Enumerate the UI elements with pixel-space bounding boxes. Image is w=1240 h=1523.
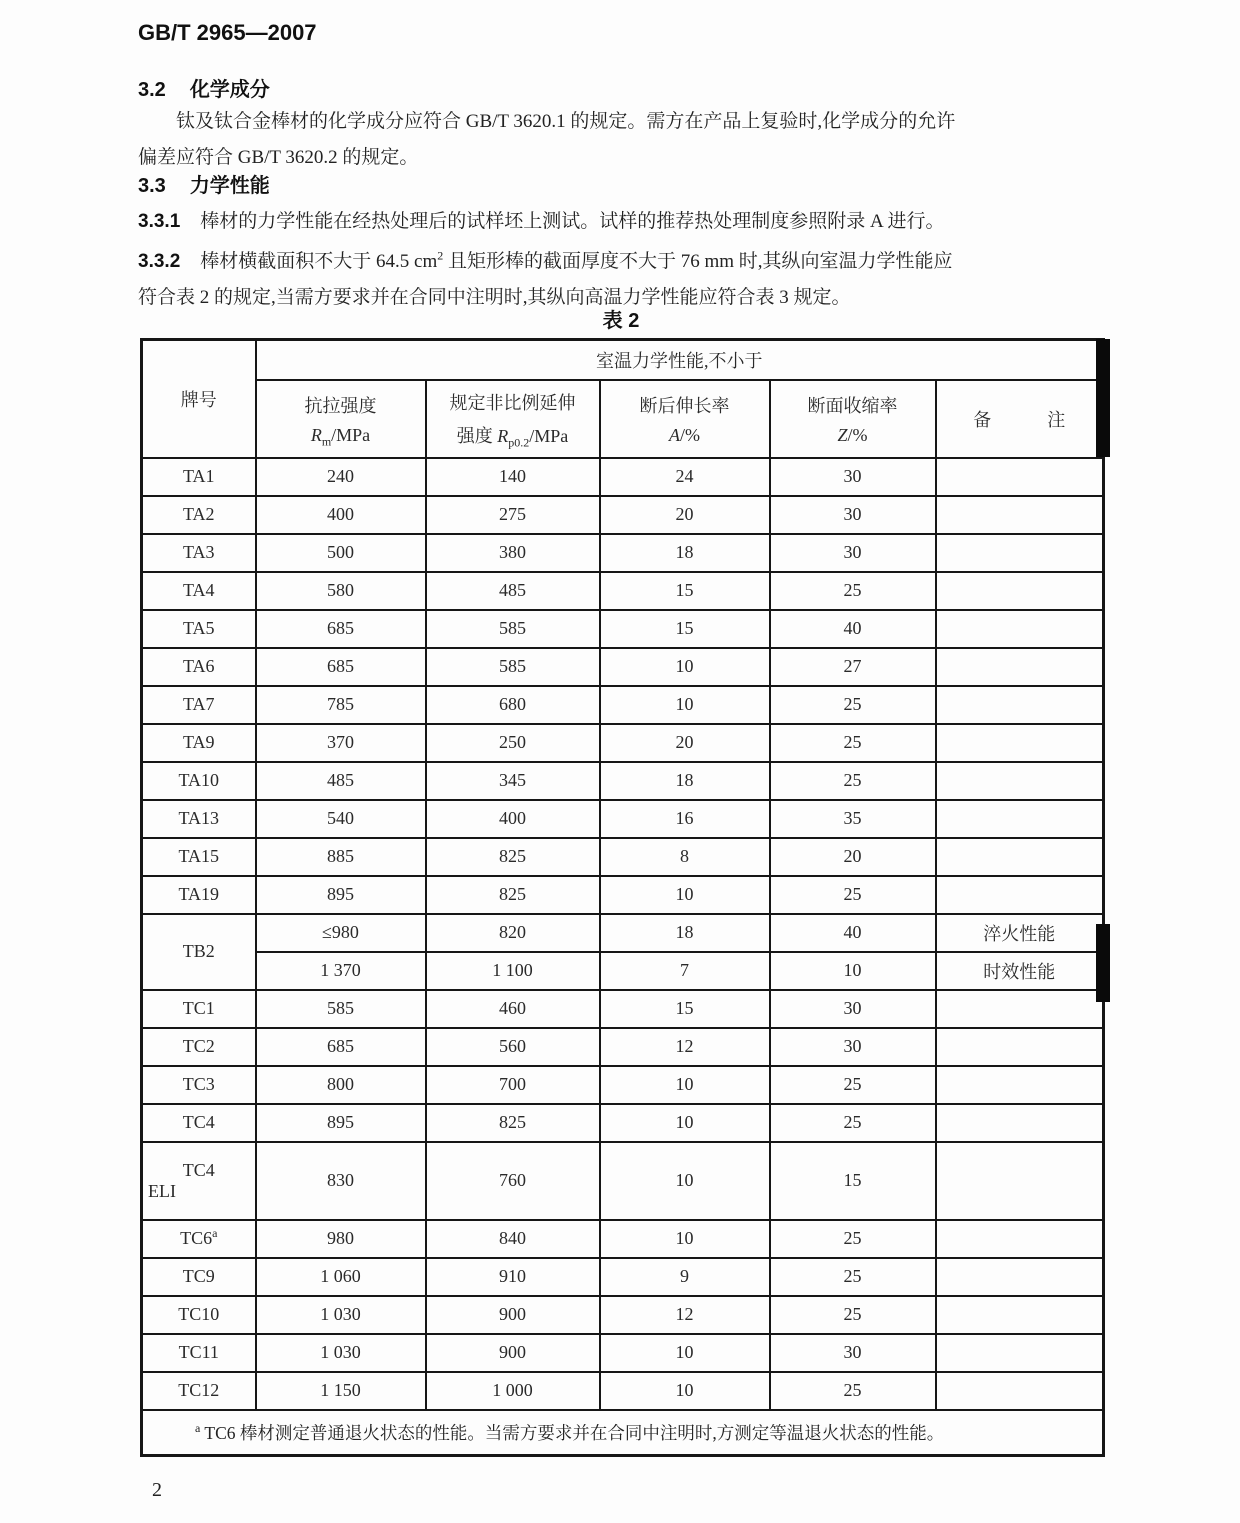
table-cell-value: 12 (600, 1028, 770, 1066)
table-cell-remark (936, 686, 1104, 724)
page-number: 2 (152, 1479, 162, 1501)
table-cell-value: 700 (426, 1066, 600, 1104)
table-cell-value: 380 (426, 534, 600, 572)
table-cell-grade: TC12 (142, 1372, 256, 1410)
table-col-header-elongation: 断后伸长率 A/% (600, 380, 770, 458)
table-footnote (142, 1410, 1104, 1456)
footnote-marker: a (195, 1420, 201, 1435)
table-cell-remark (936, 1028, 1104, 1066)
table-caption: 表 2 (602, 310, 640, 332)
table-cell-value: 30 (770, 990, 936, 1028)
table-cell-remark (936, 876, 1104, 914)
table-cell-value: 10 (600, 686, 770, 724)
paragraph-3-3-1 (138, 204, 1118, 240)
table-cell-grade: TA3 (142, 534, 256, 572)
table-col-header-rm: 抗拉强度 $R_m$/MPa (256, 380, 426, 458)
table-cell-value: 18 (600, 762, 770, 800)
table-cell-remark (936, 1142, 1104, 1220)
paragraph-3-2 (138, 104, 1118, 176)
paragraph-line: 偏差应符合 GB/T 3620.2 的规定。 (138, 147, 419, 168)
table-row (142, 1220, 1104, 1258)
table-cell-value: 10 (600, 876, 770, 914)
table-cell-value: 12 (600, 1296, 770, 1334)
table-cell-value: 910 (426, 1258, 600, 1296)
table-cell-value: 25 (770, 1372, 936, 1410)
table-header-span: 室温力学性能,不小于 (256, 340, 1104, 380)
clause-text: 且矩形棒的截面厚度不大于 76 mm 时,其纵向室温力学性能应 (443, 251, 953, 272)
table-row (142, 838, 1104, 876)
table-cell-value: 10 (770, 952, 936, 990)
table-cell-value: 40 (770, 914, 936, 952)
paragraph-line: 钛及钛合金棒材的化学成分应符合 GB/T 3620.1 的规定。需方在产品上复验时,化学成分的允许 (176, 111, 956, 132)
table-cell-value: 30 (770, 496, 936, 534)
table-cell-remark (936, 572, 1104, 610)
table-cell-value: 10 (600, 1220, 770, 1258)
table-cell-value: 30 (770, 534, 936, 572)
section-number: 3.2 (138, 79, 166, 101)
table-cell-value: 825 (426, 838, 600, 876)
table-footnote-row (142, 1410, 1104, 1456)
table-cell-value: 1 030 (256, 1334, 426, 1372)
table-cell-value: 485 (426, 572, 600, 610)
table-col-header-remark: 备 注 (936, 380, 1104, 458)
table-cell-remark (936, 1334, 1104, 1372)
table-cell-grade: TA10 (142, 762, 256, 800)
table-row (142, 876, 1104, 914)
table-cell-remark (936, 1258, 1104, 1296)
table-cell-remark (936, 838, 1104, 876)
clause-number: 3.3.1 (138, 211, 181, 232)
table-cell-remark (936, 1372, 1104, 1410)
table-cell-value: 25 (770, 876, 936, 914)
table-col-header-reduction: 断面收缩率 Z/% (770, 380, 936, 458)
table-cell-value: 25 (770, 1066, 936, 1104)
table-row (142, 458, 1104, 496)
table-cell-value: 35 (770, 800, 936, 838)
table-cell-value: 9 (600, 1258, 770, 1296)
table-cell-value: 685 (256, 610, 426, 648)
table-cell-remark (936, 990, 1104, 1028)
table-cell-grade: TA1 (142, 458, 256, 496)
table-cell-value: 685 (256, 648, 426, 686)
table-cell-value: 250 (426, 724, 600, 762)
table-row (142, 1372, 1104, 1410)
section-heading-3-2 (138, 76, 270, 104)
table-cell-value: 1 370 (256, 952, 426, 990)
table-row (142, 534, 1104, 572)
section-title: 化学成分 (189, 79, 270, 101)
table-cell-grade: TC1 (142, 990, 256, 1028)
table-cell-value: 15 (600, 610, 770, 648)
table-cell-remark (936, 724, 1104, 762)
table-cell-value: 830 (256, 1142, 426, 1220)
table-cell-value: 400 (256, 496, 426, 534)
table-cell-value: 15 (600, 990, 770, 1028)
table-cell-value: 25 (770, 724, 936, 762)
table-cell-value: 900 (426, 1334, 600, 1372)
table-row (142, 686, 1104, 724)
table-header-row (142, 340, 1104, 380)
table-cell-value: 25 (770, 1220, 936, 1258)
table-cell-value: 1 060 (256, 1258, 426, 1296)
table-col-header-rp02: 规定非比例延伸 强度 $R_{p0.2}$/MPa (426, 380, 600, 458)
table-2-body (142, 458, 1104, 1410)
table-cell-grade: TC10 (142, 1296, 256, 1334)
table-cell-grade: TA6 (142, 648, 256, 686)
table-cell-value: 140 (426, 458, 600, 496)
table-cell-value: 800 (256, 1066, 426, 1104)
clause-text: 符合表 2 的规定,当需方要求并在合同中注明时,其纵向高温力学性能应符合表 3 规定。 (138, 287, 851, 308)
table-cell-value: 20 (770, 838, 936, 876)
table-cell-grade: TC4 (142, 1104, 256, 1142)
table-cell-grade: TC9 (142, 1258, 256, 1296)
table-row (142, 610, 1104, 648)
table-row (142, 1334, 1104, 1372)
table-cell-grade: TC4 ELI (142, 1142, 256, 1220)
table-cell-value: 25 (770, 1258, 936, 1296)
table-cell-grade: TA13 (142, 800, 256, 838)
table-cell-value: 1 030 (256, 1296, 426, 1334)
table-cell-remark (936, 648, 1104, 686)
table-cell-value: 580 (256, 572, 426, 610)
table-cell-value: 345 (426, 762, 600, 800)
table-cell-grade: TC11 (142, 1334, 256, 1372)
table-cell-value: 25 (770, 1296, 936, 1334)
table-cell-grade: TA7 (142, 686, 256, 724)
table-row (142, 1142, 1104, 1220)
table-row (142, 496, 1104, 534)
table-cell-grade: TA2 (142, 496, 256, 534)
table-cell-remark (936, 762, 1104, 800)
table-cell-value: ≤980 (256, 914, 426, 952)
table-cell-value: 585 (256, 990, 426, 1028)
superscript: 2 (437, 248, 444, 263)
table-cell-value: 18 (600, 534, 770, 572)
table-cell-value: 275 (426, 496, 600, 534)
table-cell-value: 20 (600, 496, 770, 534)
table-cell-value: 10 (600, 1334, 770, 1372)
table-cell-value: 895 (256, 1104, 426, 1142)
table-cell-grade: TA19 (142, 876, 256, 914)
scan-artifact-middle (1096, 924, 1110, 1002)
table-cell-remark (936, 534, 1104, 572)
footnote-text: TC6 棒材测定普通退火状态的性能。当需方要求并在合同中注明时,方测定等温退火状态的性能。 (200, 1422, 945, 1443)
table-cell-remark: 淬火性能 (936, 914, 1104, 952)
table-cell-remark (936, 458, 1104, 496)
table-cell-value: 16 (600, 800, 770, 838)
table-2 (140, 338, 1105, 1457)
table-cell-value: 1 000 (426, 1372, 600, 1410)
table-cell-value: 585 (426, 610, 600, 648)
table-cell-value: 485 (256, 762, 426, 800)
table-row (142, 990, 1104, 1028)
table-row (142, 762, 1104, 800)
table-cell-value: 15 (770, 1142, 936, 1220)
table-cell-value: 885 (256, 838, 426, 876)
table-cell-value: 10 (600, 1372, 770, 1410)
table-cell-value: 820 (426, 914, 600, 952)
table-cell-grade: TC6$^a$ (142, 1220, 256, 1258)
table-cell-value: 15 (600, 572, 770, 610)
table-cell-grade: TA4 (142, 572, 256, 610)
table-cell-remark (936, 610, 1104, 648)
table-cell-remark (936, 1220, 1104, 1258)
scan-artifact-top (1096, 339, 1110, 457)
section-heading-3-3 (138, 172, 270, 200)
standard-number: GB/T 2965—2007 (138, 20, 317, 45)
table-cell-value: 895 (256, 876, 426, 914)
table-cell-value: 25 (770, 572, 936, 610)
table-cell-value: 825 (426, 1104, 600, 1142)
table-cell-grade: TA15 (142, 838, 256, 876)
table-cell-value: 10 (600, 1142, 770, 1220)
table-cell-value: 400 (426, 800, 600, 838)
table-cell-grade: TC3 (142, 1066, 256, 1104)
table-cell-value: 785 (256, 686, 426, 724)
table-cell-value: 840 (426, 1220, 600, 1258)
table-header-grade: 牌号 (142, 340, 256, 458)
table-cell-value: 10 (600, 648, 770, 686)
table-cell-value: 825 (426, 876, 600, 914)
table-cell-remark (936, 496, 1104, 534)
table-cell-remark (936, 1296, 1104, 1334)
table-cell-value: 10 (600, 1104, 770, 1142)
table-cell-value: 560 (426, 1028, 600, 1066)
table-cell-value: 7 (600, 952, 770, 990)
table-row (142, 1104, 1104, 1142)
section-title: 力学性能 (189, 175, 270, 197)
table-cell-value: 980 (256, 1220, 426, 1258)
table-cell-remark (936, 800, 1104, 838)
clause-text: 棒材横截面积不大于 64.5 cm (200, 251, 438, 272)
table-cell-value: 18 (600, 914, 770, 952)
table-cell-value: 460 (426, 990, 600, 1028)
table-cell-value: 27 (770, 648, 936, 686)
table-cell-value: 8 (600, 838, 770, 876)
table-cell-value: 680 (426, 686, 600, 724)
table-row (142, 1028, 1104, 1066)
table-cell-remark: 时效性能 (936, 952, 1104, 990)
table-cell-value: 25 (770, 762, 936, 800)
section-number: 3.3 (138, 175, 166, 197)
table-cell-value: 540 (256, 800, 426, 838)
table-cell-value: 20 (600, 724, 770, 762)
table-cell-value: 900 (426, 1296, 600, 1334)
table-cell-grade: TB2 (142, 914, 256, 990)
table-row (142, 724, 1104, 762)
table-row (142, 648, 1104, 686)
table-row (142, 800, 1104, 838)
table-cell-value: 10 (600, 1066, 770, 1104)
clause-number: 3.3.2 (138, 251, 181, 272)
table-row (142, 1296, 1104, 1334)
table-row (142, 572, 1104, 610)
table-cell-value: 30 (770, 1028, 936, 1066)
clause-text: 棒材的力学性能在经热处理后的试样坯上测试。试样的推荐热处理制度参照附录 A 进行。 (200, 211, 945, 232)
table-cell-value: 30 (770, 458, 936, 496)
table-cell-value: 240 (256, 458, 426, 496)
table-cell-value: 585 (426, 648, 600, 686)
table-cell-value: 24 (600, 458, 770, 496)
table-cell-grade: TA9 (142, 724, 256, 762)
table-row (142, 952, 1104, 990)
table-cell-remark (936, 1066, 1104, 1104)
table-cell-value: 1 150 (256, 1372, 426, 1410)
table-cell-value: 760 (426, 1142, 600, 1220)
table-cell-value: 1 100 (426, 952, 600, 990)
table-row (142, 914, 1104, 952)
table-cell-value: 40 (770, 610, 936, 648)
table-row (142, 1066, 1104, 1104)
table-cell-value: 685 (256, 1028, 426, 1066)
table-cell-value: 370 (256, 724, 426, 762)
table-cell-remark (936, 1104, 1104, 1142)
table-cell-value: 30 (770, 1334, 936, 1372)
table-header-row (142, 380, 1104, 458)
table-row (142, 1258, 1104, 1296)
table-cell-value: 25 (770, 686, 936, 724)
table-cell-value: 25 (770, 1104, 936, 1142)
table-cell-grade: TC2 (142, 1028, 256, 1066)
table-cell-grade: TA5 (142, 610, 256, 648)
table-cell-value: 500 (256, 534, 426, 572)
